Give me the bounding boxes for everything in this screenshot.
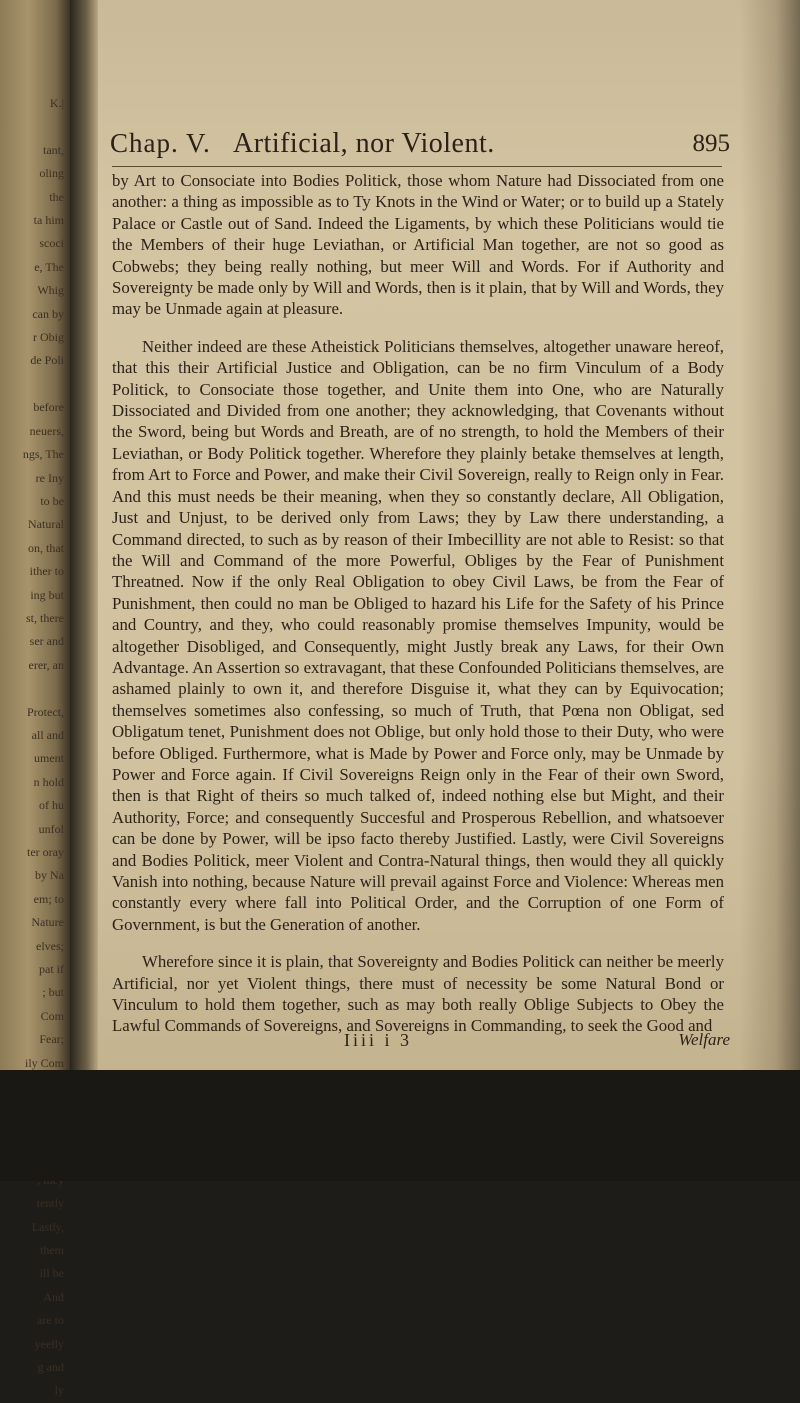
facing-page-fragment: to be	[40, 493, 64, 508]
paragraph-2: Neither indeed are these Atheistick Politicians themselves, altogether unaware hereof, that this their Artificial Justice and Obligation, can be no firm Vinculum of a Body Politick, to Consociate those together, and Unite them into One, who are Naturally Dissociated and Divided from one another; they acknowledging, that Covenants without the Sword, being but Words and Breath, are of no strength, to hold the Members of their Leviathan, or Body Politick together. Wherefore they plainly betake themselves at length, from Art to Force and Power, and make their Civil Sovereign, really to Reign only in Fear. And this must needs be their meaning, when they so constantly declare, All Obligation, Just and Unjust, to be derived only from Laws; they by Law there understanding, a Command directed, to such as by reason of their Imbecillity are not able to Resist: so that the Will and Command of the more Powerful, Obliges by the Fear of Punishment Threatned. Now if the only Real Obligation to obey Civil Laws, be from the Fear of Punishment, then could no man be Obliged to hazard his Life for the Safety of his Prince and Country, and they, who could reasonably promise themselves Impunity, would be altogether Disobliged, and Consequently, might Justly break any Laws, for their Own Advantage. An Assertion so extravagant, that these Confounded Politicians themselves, are ashamed plainly to own it, and therefore Disguise it, what they can by Equivocation; themselves sometimes also confessing, so much of Truth, that Pœna non Obligat, sed Obligatum tenet, Punishment does not Oblige, but only hold those to their Duty, who were before Obliged. Furthermore, what is Made by Power and Force only, may be Unmade by Power and Force again. If Civil Sovereigns Reign only in the Fear of their own Sword, then is that Right of theirs so much talked of, indeed nothing else but Might, and their Authority, Force; and consequently Succesful and Prosperous Rebellion, and whatsoever can be done by Power, will be ipso facto thereby Justified. Lastly, were Civil Sovereigns and Bodies Politick, meer Violent and Contra-Natural things, then would they all quickly Vanish into nothing, because Nature will prevail against Force and Violence: Whereas men constantly every where fall into Political Order, and the Corruption of one Form of Government, is but the Generation of another.	[112, 336, 724, 934]
page-number: 895	[692, 130, 730, 157]
facing-page-fragment: Lastly,	[31, 1219, 64, 1234]
facing-page-fragment: Com	[40, 1008, 64, 1023]
facing-page-fragment: n hold	[33, 774, 64, 789]
facing-page-fragment: yeelly	[34, 1336, 64, 1351]
facing-page-fragment: ily Com	[24, 1055, 64, 1070]
book-spine	[70, 0, 98, 1181]
paragraph-1: by Art to Consociate into Bodies Politick, those whom Nature had Dissociated from one another: a thing as impossible as to Ty Knots in the Wind or Water; or to build up a Stately Palace or Castle out of Sand. Indeed the Ligaments, by which these Politicians would tie the Members of their huge Leviathan, or Artificial Man together, are not so good as Cobwebs; they being really nothing, but meer Will and Words. For if Authority and Sovereignty be made only by Will and Words, then is it plain, that by Will and Words, they may be Unmade again at pleasure.	[112, 171, 724, 319]
facing-page-fragment: can by	[32, 306, 64, 321]
facing-page-fragment: K.|	[49, 96, 64, 110]
facing-page-fragment: are to	[37, 1313, 64, 1328]
facing-page-fragment: on, that	[28, 540, 64, 555]
chapter-heading: Chap. V.	[110, 128, 211, 158]
facing-page-fragment: scoci	[39, 236, 64, 251]
facing-page-fragment: ter oray	[27, 845, 64, 859]
facing-page-fragment: Natural	[28, 517, 64, 532]
paragraph-3: Wherefore since it is plain, that Sovereignty and Bodies Politick can neither be meerly Artificial, nor yet Violent things, there must of necessity be some Natural Bond or Vinculum to hold them together, such as may both really Oblige Subjects to Obey the Lawful Commands of Sovereigns, and Sovereigns in Commanding, to seek the Good and	[112, 952, 724, 1036]
running-header	[110, 128, 730, 164]
facing-page-fragment: ta him	[33, 213, 64, 228]
facing-page-fragment: by Na	[35, 868, 64, 883]
facing-page-fragment: e, The	[34, 259, 64, 274]
facing-page-fragment: ill be	[39, 1266, 64, 1281]
facing-page-fragments	[6, 92, 64, 1403]
facing-page-fragment: ument	[34, 751, 64, 766]
facing-page-fragment	[6, 115, 64, 138]
facing-page-fragment: erer, an	[28, 657, 64, 672]
facing-page-fragment: ly	[54, 1383, 64, 1398]
facing-page-fragment: ing but	[30, 587, 64, 602]
catchword: Welfare	[678, 1030, 730, 1049]
facing-page-fragment: Whig	[37, 283, 64, 298]
facing-page-fragment: st, there	[26, 610, 64, 625]
facing-page-fragment: r Obig	[33, 330, 64, 345]
facing-page-fragment: ngs, The	[22, 447, 64, 462]
facing-page-fragment: ; but	[42, 985, 64, 1000]
facing-page-fragment: tant,	[43, 142, 64, 157]
facing-page-fragment: tently	[36, 1196, 64, 1211]
facing-page-fragment: Nature	[31, 915, 64, 930]
facing-page-fragment: g and	[37, 1359, 64, 1374]
facing-page-fragment: em; to	[33, 891, 64, 906]
facing-page-fragment: unfol	[38, 821, 64, 836]
background	[0, 1070, 800, 1181]
facing-page-fragment: re Iny	[35, 470, 64, 485]
facing-page-fragment: of hu	[39, 798, 64, 813]
facing-page-fragment: elves;	[36, 938, 64, 953]
facing-page-fragment: all and	[31, 727, 64, 742]
header-rule	[112, 166, 722, 167]
facing-page-edge	[0, 0, 70, 1398]
facing-page-fragment: pat if	[39, 962, 64, 977]
facing-page-fragment: neuers,	[29, 423, 64, 438]
body-text	[112, 170, 724, 1053]
page-edge-shadow	[740, 0, 800, 1070]
facing-page-fragment: Protect,	[27, 704, 64, 719]
footer	[110, 1030, 730, 1054]
header-title: Artificial, nor Violent.	[233, 128, 495, 159]
facing-page-fragment: before	[33, 400, 64, 415]
facing-page-fragment	[6, 677, 64, 700]
facing-page-fragment: Fear;	[39, 1032, 64, 1047]
facing-page-fragment: them	[40, 1242, 64, 1257]
facing-page-fragment: the	[49, 189, 64, 204]
facing-page-fragment: oling	[39, 166, 64, 181]
facing-page-fragment: de Poli	[30, 353, 64, 368]
facing-page-fragment	[6, 373, 64, 396]
facing-page-fragment: ither to	[29, 564, 64, 579]
signature-mark: Iiii i 3	[344, 1030, 412, 1050]
facing-page-fragment: ser and	[29, 634, 64, 649]
facing-page-fragment: And	[43, 1289, 64, 1304]
